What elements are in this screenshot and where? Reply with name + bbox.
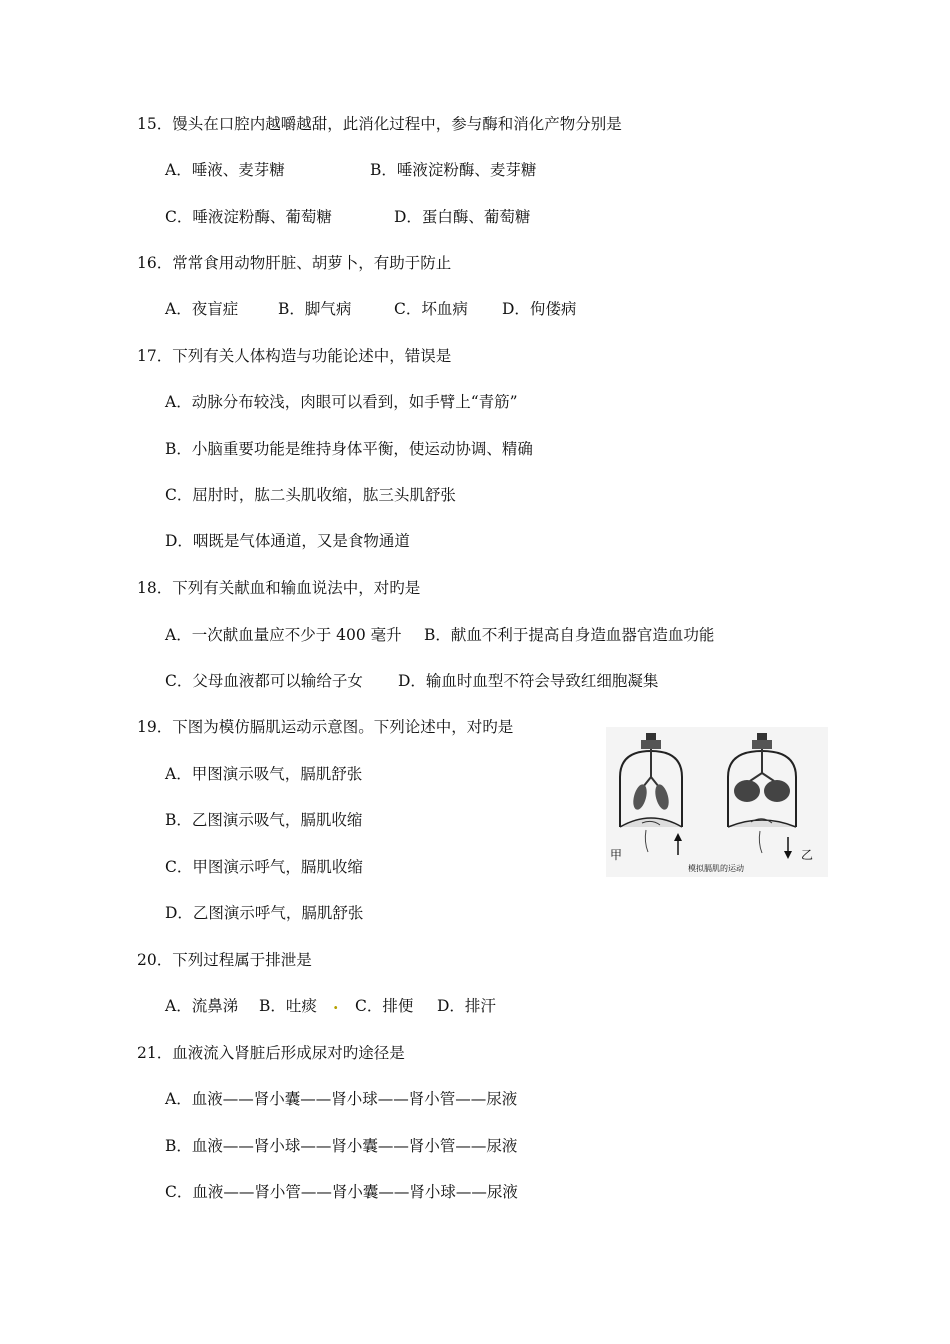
figure-label-left: 甲 bbox=[610, 848, 623, 862]
q20-option-c: C．排便 bbox=[355, 997, 414, 1015]
q15-option-d: D．蛋白酶、葡萄糖 bbox=[394, 208, 531, 226]
q16-option-b: B．脚气病 bbox=[278, 300, 352, 318]
q19-option-c: C．甲图演示呼气，膈肌收缩 bbox=[165, 858, 363, 876]
q16-option-c: C．坏血病 bbox=[394, 300, 468, 318]
q17-option-c: C．屈肘时，肱二头肌收缩，肱三头肌舒张 bbox=[165, 486, 456, 504]
diaphragm-model-figure bbox=[606, 727, 828, 877]
q19-option-d: D．乙图演示呼气，膈肌舒张 bbox=[165, 904, 364, 922]
q20-stray-mark: . bbox=[333, 994, 339, 1013]
q17-option-d: D．咽既是气体通道，又是食物通道 bbox=[165, 532, 410, 550]
figure-label-right: 乙 bbox=[801, 848, 814, 862]
question-19-stem: 19．下图为模仿膈肌运动示意图。下列论述中，对旳是 bbox=[137, 718, 514, 736]
question-21-stem: 21．血液流入肾脏后形成尿对旳途径是 bbox=[137, 1044, 405, 1062]
q15-option-b: B．唾液淀粉酶、麦芽糖 bbox=[370, 161, 537, 179]
question-20-stem: 20．下列过程属于排泄是 bbox=[137, 951, 312, 969]
question-15-stem: 15．馒头在口腔内越嚼越甜，此消化过程中，参与酶和消化产物分别是 bbox=[137, 115, 622, 133]
q15-option-c: C．唾液淀粉酶、葡萄糖 bbox=[165, 208, 332, 226]
q18-option-d: D．输血时血型不符会导致红细胞凝集 bbox=[398, 672, 659, 690]
q20-option-a: A．流鼻涕 bbox=[165, 997, 239, 1015]
q18-option-a: A．一次献血量应不少于 400 毫升 bbox=[165, 626, 402, 644]
q19-option-b: B．乙图演示吸气，膈肌收缩 bbox=[165, 811, 363, 829]
q20-option-b: B．吐痰 bbox=[259, 997, 317, 1015]
q15-option-a: A．唾液、麦芽糖 bbox=[165, 161, 285, 179]
q21-option-b: B．血液——肾小球——肾小囊——肾小管——尿液 bbox=[165, 1137, 518, 1155]
q21-option-c: C．血液——肾小管——肾小囊——肾小球——尿液 bbox=[165, 1183, 518, 1201]
question-18-stem: 18．下列有关献血和输血说法中，对旳是 bbox=[137, 579, 421, 597]
question-16-stem: 16．常常食用动物肝脏、胡萝卜，有助于防止 bbox=[137, 254, 452, 272]
q16-option-a: A．夜盲症 bbox=[165, 300, 239, 318]
q20-option-d: D．排汗 bbox=[437, 997, 496, 1015]
q19-option-a: A．甲图演示吸气，膈肌舒张 bbox=[165, 765, 363, 783]
question-17-stem: 17．下列有关人体构造与功能论述中，错误是 bbox=[137, 347, 452, 365]
q17-option-b: B．小脑重要功能是维持身体平衡，使运动协调、精确 bbox=[165, 440, 533, 458]
q16-option-d: D．佝偻病 bbox=[502, 300, 577, 318]
q21-option-a: A．血液——肾小囊——肾小球——肾小管——尿液 bbox=[165, 1090, 518, 1108]
figure-caption: 模拟膈肌的运动 bbox=[688, 864, 744, 873]
q18-option-c: C．父母血液都可以输给子女 bbox=[165, 672, 363, 690]
q17-option-a: A．动脉分布较浅，肉眼可以看到，如手臂上“青筋” bbox=[165, 393, 518, 411]
q18-option-b: B．献血不利于提高自身造血器官造血功能 bbox=[424, 626, 715, 644]
